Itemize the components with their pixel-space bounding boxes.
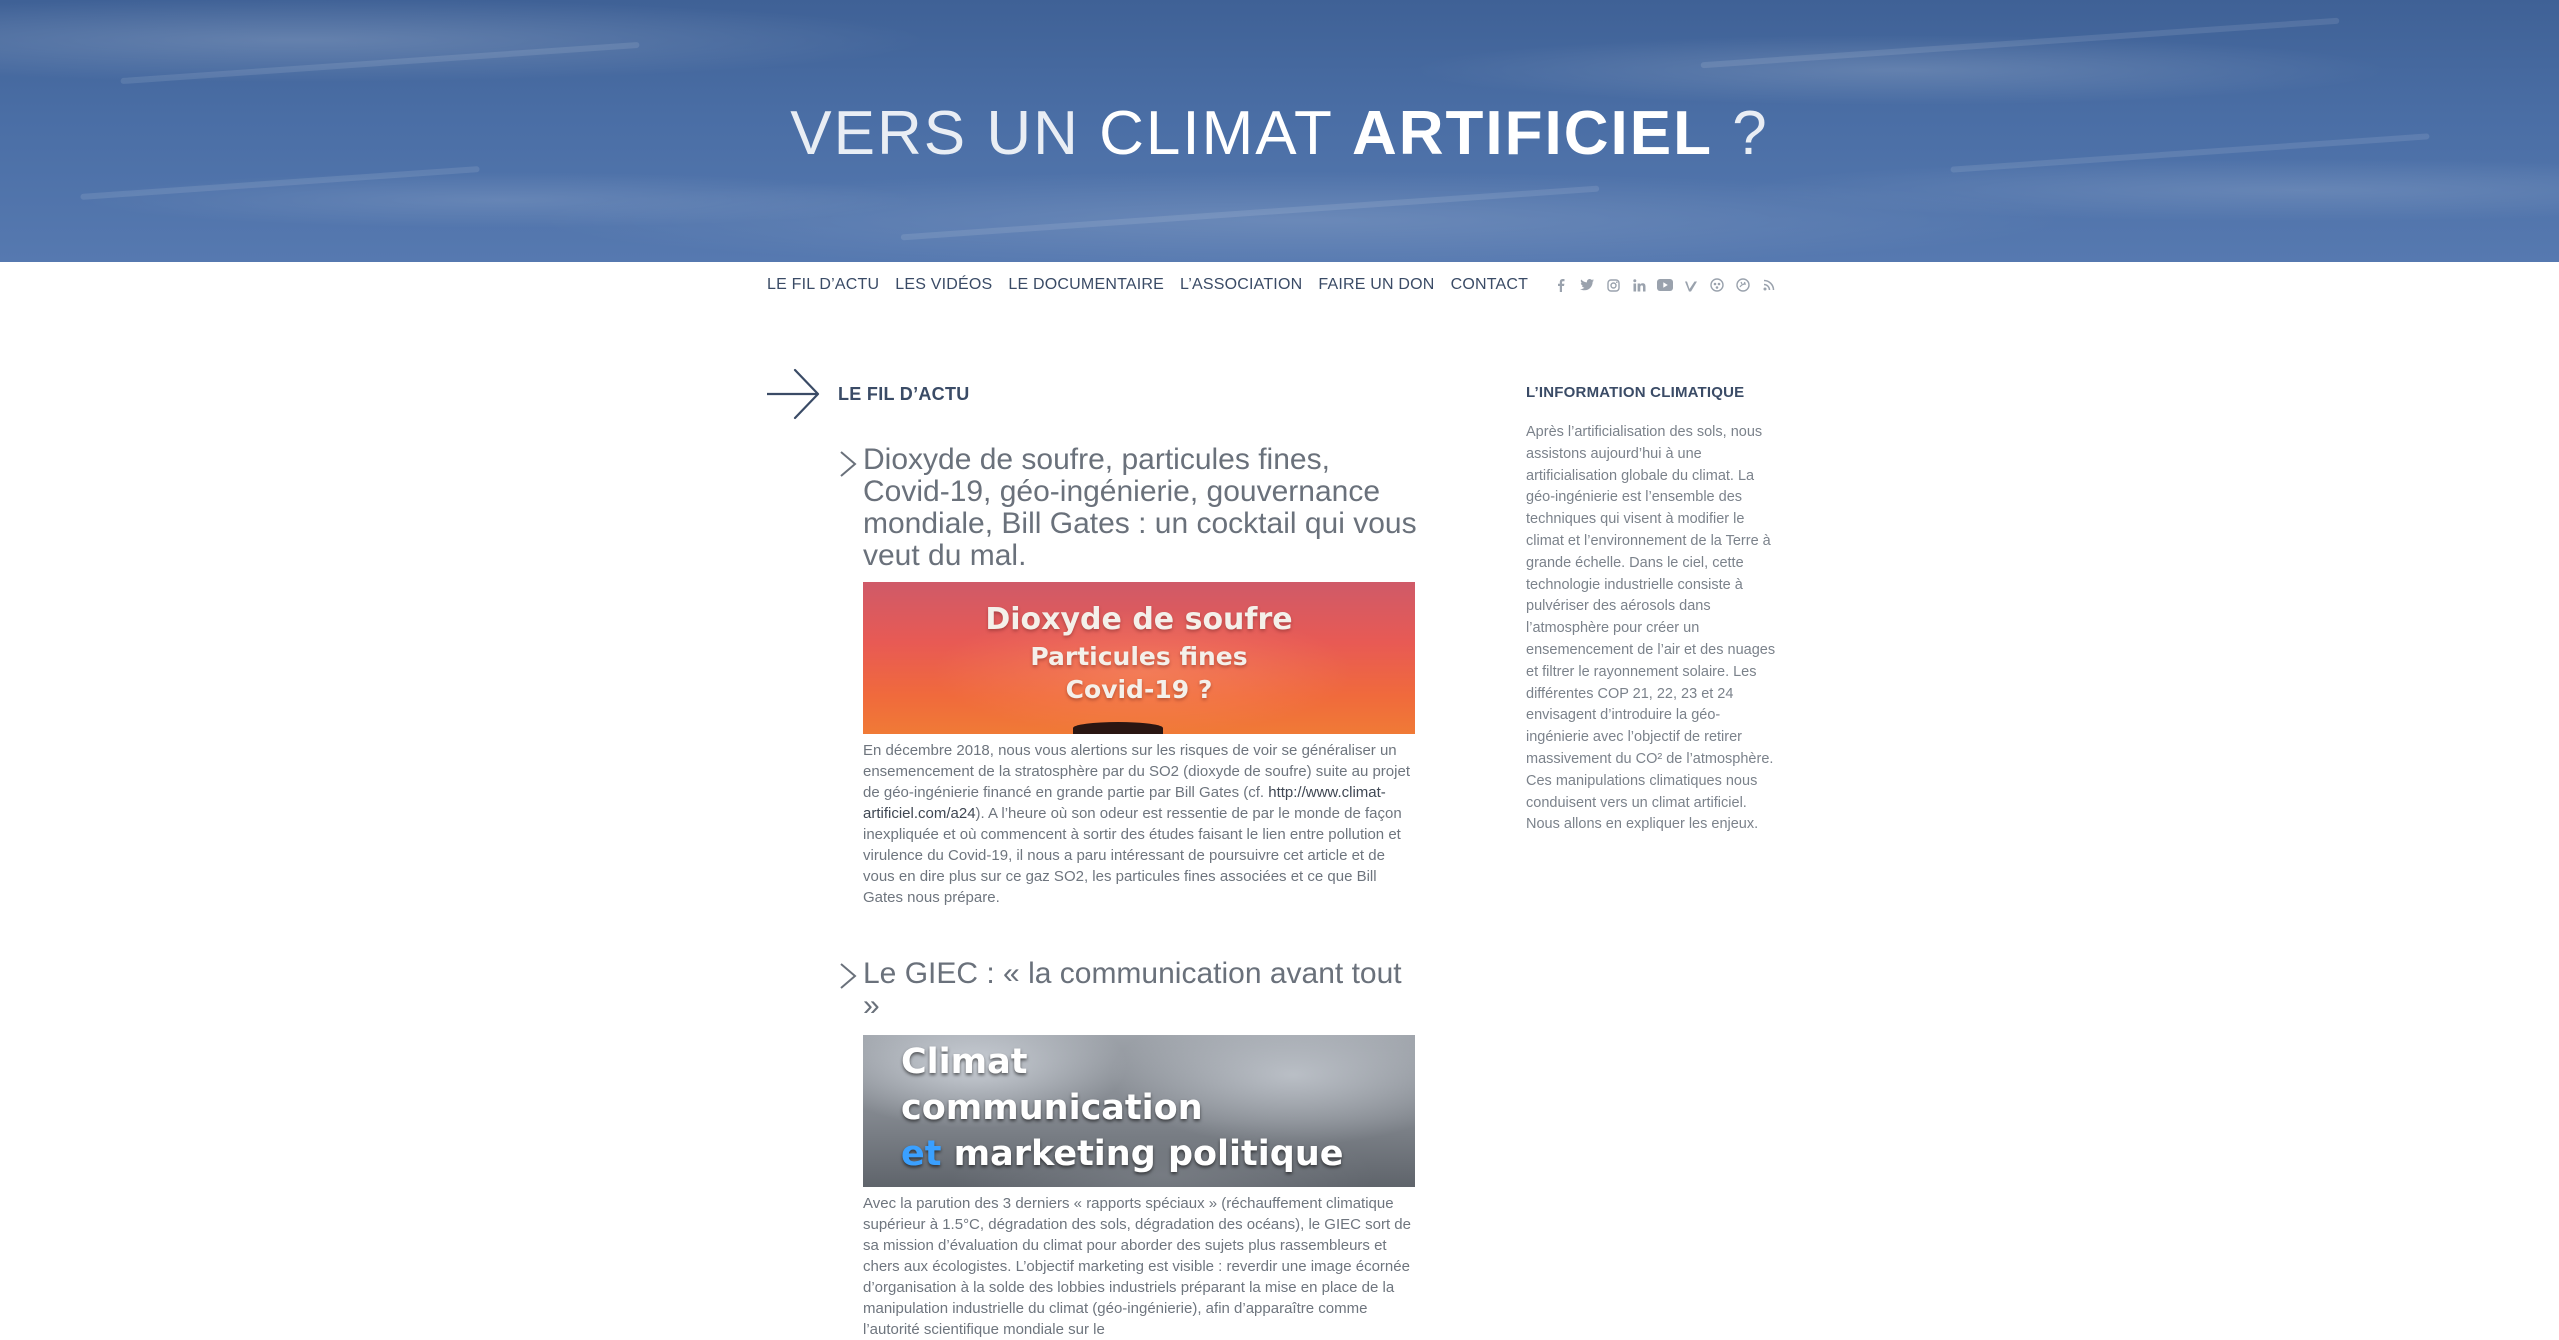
article-excerpt	[863, 740, 1419, 908]
cloud-streak	[120, 42, 639, 84]
facebook-icon[interactable]	[1552, 276, 1570, 294]
article-title[interactable]: Le GIEC : « la communication avant tout »	[863, 957, 1402, 1022]
site-title[interactable]	[0, 96, 2559, 172]
nav-item-don[interactable]: FAIRE UN DON	[1318, 276, 1435, 293]
article-card	[838, 957, 1418, 1338]
nav-item-contact[interactable]: CONTACT	[1450, 276, 1529, 293]
article-image[interactable]	[863, 582, 1415, 734]
article-card	[838, 444, 1418, 914]
image-caption-line: Dioxyde de soufre	[985, 602, 1293, 637]
tree-silhouette	[1073, 722, 1163, 734]
sidebar	[1526, 384, 1778, 836]
youtube-icon[interactable]	[1656, 276, 1674, 294]
vimeo-icon[interactable]	[1682, 276, 1700, 294]
nav-item-videos[interactable]: LES VIDÉOS	[895, 276, 993, 293]
image-caption-rest: marketing politique	[941, 1134, 1344, 1174]
cloud-streak	[1701, 18, 2340, 69]
site-title-part3: ARTIFICIEL	[1352, 99, 1713, 168]
main-nav	[767, 274, 1786, 296]
linkedin-icon[interactable]	[1630, 276, 1648, 294]
hero-banner	[0, 0, 2559, 262]
excerpt-text: ). A l’heure où son odeur est ressentie de par le monde de façon inexpliquée et où commencent à sortir des études faisant le lien entre pollution et virulence du Covid-19, il nous a paru intéressant de poursuivre cet article et de vous en dire plus sur ce gaz SO2, les particules fines associées et ce que Bill Gates nous prépare.	[863, 805, 1402, 906]
article-title[interactable]: Dioxyde de soufre, particules fines, Covid-19, géo-ingénierie, gouvernance mondiale, Bill Gates : un cocktail qui vous veut du mal.	[863, 443, 1417, 572]
article-image[interactable]	[863, 1035, 1415, 1187]
image-caption-line: Particules fines	[1030, 642, 1248, 671]
chevron-right-icon	[838, 962, 858, 990]
nav-item-association[interactable]: L’ASSOCIATION	[1180, 276, 1303, 293]
nav-item-documentaire[interactable]: LE DOCUMENTAIRE	[1008, 276, 1165, 293]
section-header	[767, 366, 1167, 422]
flickr-icon[interactable]	[1708, 276, 1726, 294]
chevron-right-icon	[838, 450, 858, 478]
article-excerpt: Avec la parution des 3 derniers « rapports spéciaux » (réchauffement climatique supérieur à 1.5°C, dégradation des sols, dégradation des océans), le GIEC sort de sa mission d’évaluation du climat pour aborder des sujets plus rassembleurs et chers aux écologistes. L’objectif marketing est visible : reverdir une image écornée d’organisation à la solde des lobbies industriels préparant la mise en place de la manipulation industrielle du climat (géo-ingénierie), afin d’apparaître comme l’autorité scientifique mondiale sur le	[863, 1195, 1411, 1338]
site-title-part1: VERS UN	[790, 99, 1080, 168]
twitter-icon[interactable]	[1578, 276, 1596, 294]
odysee-icon[interactable]	[1734, 276, 1752, 294]
image-caption-accent: et	[901, 1134, 942, 1174]
excerpt-text: En décembre 2018, nous vous alertions sur les risques de voir se généraliser un ensemencement de la stratosphère par du SO2 (dioxyde de soufre) suite au projet de géo-ingénierie financé en grande partie par Bill Gates (cf.	[863, 742, 1410, 801]
section-title: LE FIL D’ACTU	[838, 384, 970, 404]
cloud-streak	[901, 186, 1600, 241]
site-title-part2: CLIMAT	[1099, 99, 1333, 168]
image-caption-line	[901, 1131, 1344, 1177]
sidebar-text: Après l’artificialisation des sols, nous assistons aujourd’hui à une artificialisation globale du climat. La géo-ingénierie est l’ensemble des techniques qui visent à modifier le climat et l’environnement de la Terre à grande échelle. Dans le ciel, cette technologie industrielle consiste à pulvériser des aérosols dans l’atmosphère pour créer un ensemencement de l’air et des nuages et filtrer le rayonnement solaire. Les différentes COP 21, 22, 23 et 24 envisagent d’introduire la géo-ingénierie avec l’objectif de retirer massivement du CO² de l’atmosphère. Ces manipulations climatiques nous conduisent vers un climat artificiel. Nous allons en expliquer les enjeux.	[1526, 424, 1776, 833]
image-caption-line: communication	[901, 1088, 1203, 1128]
instagram-icon[interactable]	[1604, 276, 1622, 294]
social-links	[1552, 276, 1786, 294]
sidebar-title: L’INFORMATION CLIMATIQUE	[1526, 384, 1745, 401]
image-caption-line: Covid-19 ?	[1065, 675, 1213, 704]
excerpt-link[interactable]: http://www.climat-artificiel.com/a24	[863, 784, 1386, 822]
image-caption-line: Climat	[901, 1042, 1028, 1082]
rss-icon[interactable]	[1760, 276, 1778, 294]
arrow-right-icon	[767, 366, 823, 422]
nav-item-fil-actu[interactable]: LE FIL D’ACTU	[767, 276, 880, 293]
site-title-part4: ?	[1732, 99, 1769, 168]
